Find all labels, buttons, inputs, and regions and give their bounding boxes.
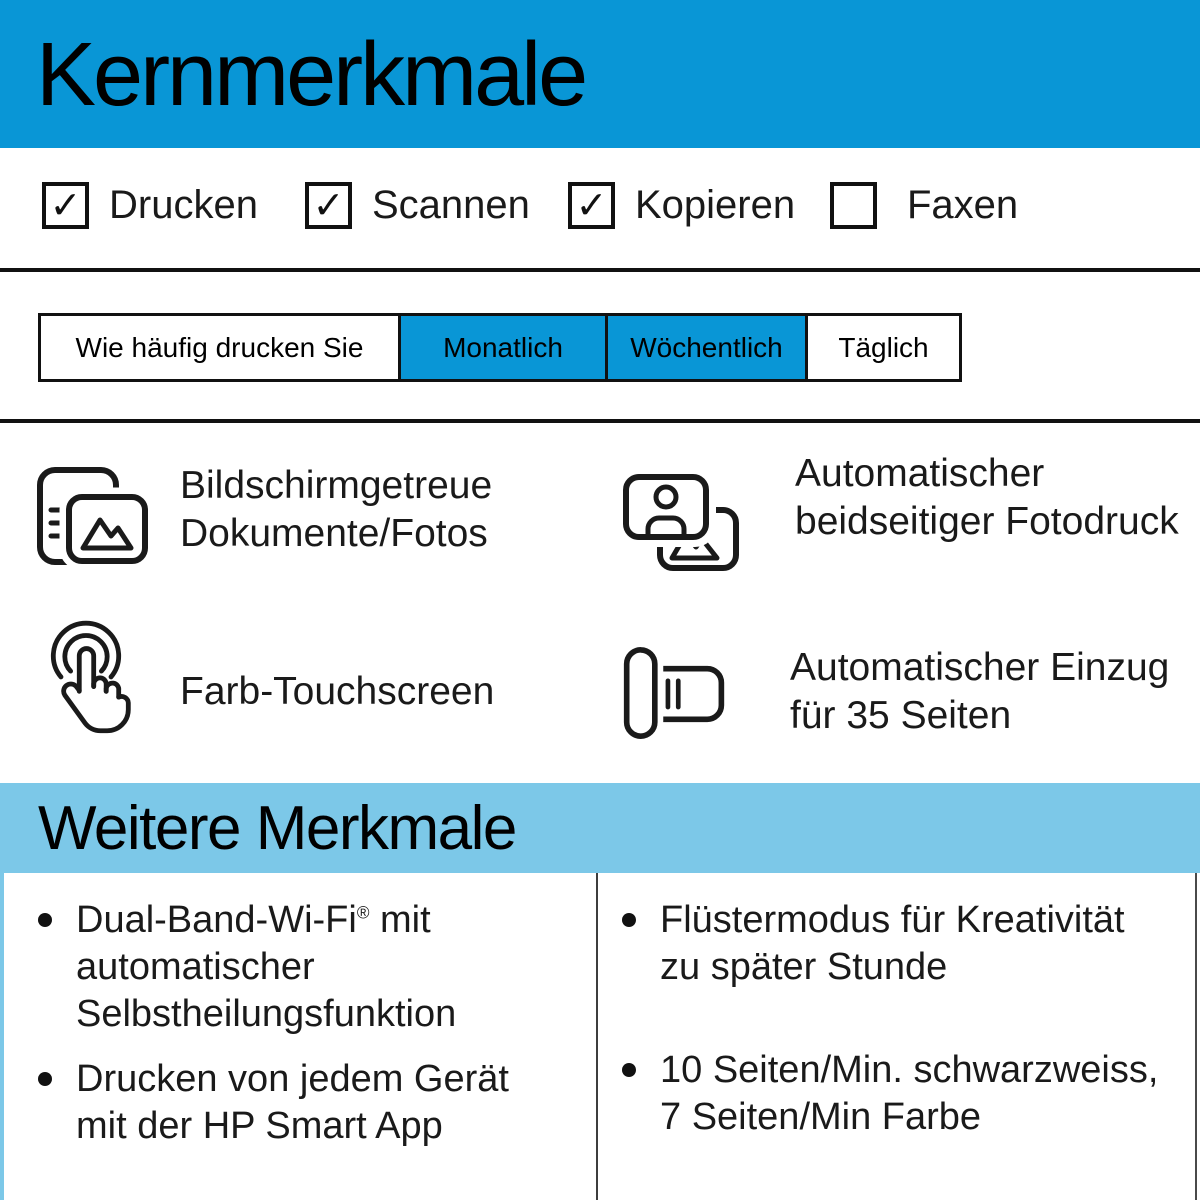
feature-item: [36, 616, 616, 734]
checkbox-faxen-icon[interactable]: [830, 182, 877, 229]
bullet-text: Dual-Band-Wi-Fi® mit automatischer Selbstheilungsfunktion: [76, 899, 457, 1035]
capability-label: Faxen: [907, 183, 1019, 227]
checkbox-drucken-icon[interactable]: ✓: [42, 182, 89, 229]
feature-text: Bildschirmgetreue Dokumente/Fotos: [180, 464, 493, 555]
bullet-text: Flüstermodus für Kreativität zu später Stunde: [660, 899, 1125, 988]
list-item: [38, 1056, 546, 1150]
checkbox-kopieren-icon[interactable]: ✓: [568, 182, 615, 229]
list-item: [622, 1047, 1174, 1141]
feature-text: Automatischer beidseitiger Fotodruck: [795, 452, 1179, 543]
feature-item: [36, 462, 616, 566]
feature-item: [622, 632, 1200, 742]
list-item: [622, 897, 1174, 991]
bullet-text: 10 Seiten/Min. schwarzweiss, 7 Seiten/Min Farbe: [660, 1049, 1159, 1138]
capability-scannen: [305, 182, 530, 229]
registered-trademark-symbol: ®: [356, 903, 370, 923]
capability-label: Scannen: [372, 183, 530, 227]
duplex-photo-icon: [622, 472, 740, 574]
page-title: Kernmerkmale: [36, 25, 586, 125]
divider-line-top: [0, 268, 1200, 272]
capabilities-row: [0, 182, 1200, 242]
header-banner: [0, 0, 1200, 148]
frequency-question: Wie häufig drucken Sie: [41, 316, 398, 379]
divider-line-middle: [0, 419, 1200, 423]
bullet-icon: [622, 913, 636, 927]
column-divider: [596, 873, 598, 1200]
feature-item: [622, 450, 1200, 574]
right-edge-line: [1195, 873, 1197, 1200]
more-features-section: [0, 873, 1200, 1200]
more-features-title: Weitere Merkmale: [38, 794, 516, 863]
bullet-column-right: [622, 897, 1174, 1141]
frequency-option-monatlich[interactable]: Monatlich: [398, 316, 605, 379]
feature-text: Farb-Touchscreen: [180, 670, 495, 713]
frequency-selector: [38, 313, 962, 382]
capability-kopieren: [568, 182, 795, 229]
more-features-banner: [0, 783, 1200, 873]
feature-text: Automatischer Einzug für 35 Seiten: [790, 646, 1170, 737]
capability-label: Kopieren: [635, 183, 796, 227]
documents-photo-icon: [36, 466, 150, 566]
bullet-text: Drucken von jedem Gerät mit der HP Smart App: [76, 1058, 509, 1147]
list-item: [38, 897, 546, 1038]
document-feeder-icon: [622, 644, 727, 742]
left-edge-strip: [0, 873, 4, 1200]
bullet-icon: [38, 1072, 52, 1086]
bullet-icon: [38, 913, 52, 927]
frequency-option-woechentlich[interactable]: Wöchentlich: [605, 316, 805, 379]
checkbox-scannen-icon[interactable]: ✓: [305, 182, 352, 229]
bullet-column-left: [38, 897, 546, 1150]
capability-faxen: [830, 182, 1018, 229]
frequency-option-taeglich[interactable]: Täglich: [805, 316, 959, 379]
capability-label: Drucken: [109, 183, 258, 227]
bullet-icon: [622, 1063, 636, 1077]
touchscreen-icon: [36, 616, 136, 734]
capability-drucken: [42, 182, 258, 229]
